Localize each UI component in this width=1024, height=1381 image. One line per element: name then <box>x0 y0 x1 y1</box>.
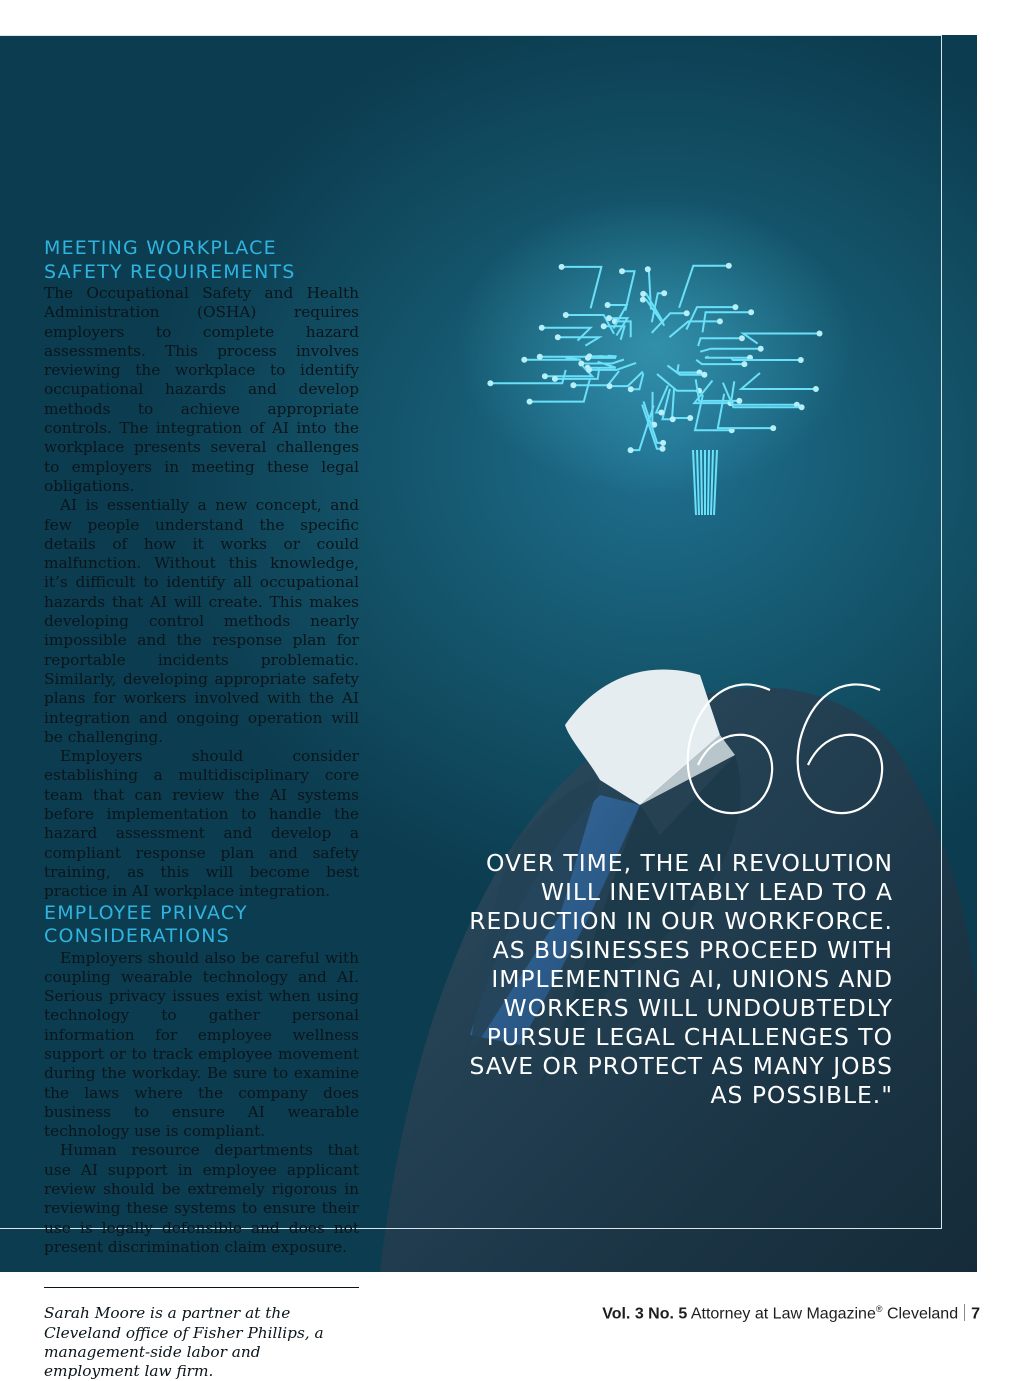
page-footer <box>602 1304 980 1323</box>
footer-separator <box>964 1304 965 1321</box>
paragraph: Human resource departments that use AI support in employee applicant review should be extremely rigorous in reviewing these systems to ensure their use is legally defensible and does not present discrimination claim exposure. <box>44 1141 359 1256</box>
divider <box>44 1287 359 1288</box>
paragraph: Employers should also be careful with coupling wearable technology and AI. Serious privacy issues exist when using technology to gather personal information for employee wellness support or to track employee movement during the workday. Be sure to examine the laws where the company does business to ensure AI wearable technology use is compliant. <box>44 948 359 1141</box>
section-heading-safety: MEETING WORKPLACE SAFETY REQUIREMENTS <box>44 237 296 283</box>
registered-mark: ® <box>875 1304 883 1314</box>
article-column <box>44 237 359 1381</box>
paragraph: Employers should consider establishing a multidisciplinary core team that can review the AI systems before implementation to handle the hazard assessment and develop a compliant response plan and safety training, as this will become best practice in AI workplace integration. <box>44 747 359 901</box>
page-number: 7 <box>971 1305 980 1323</box>
paragraph: AI is essentially a new concept, and few people understand the specific details of how it works or could malfunction. Without this knowledge, it’s difficult to identify all occupational hazards that AI will create. This makes developing control methods nearly impossible and the response plan for reportable incidents problematic. Similarly, developing appropriate safety plans for workers involved with the AI integration and ongoing operation will be challenging. <box>44 496 359 746</box>
pull-quote: OVER TIME, THE AI REVOLUTION WILL INEVITABLY LEAD TO A REDUCTION IN OUR WORKFORCE. AS BUSINESSES PROCEED WITH IMPLEMENTING AI, UNIONS AND WORKERS WILL UNDOUBTEDLY PURSUE LEGAL CHALLENGES TO SAVE OR PROTECT AS MANY JOBS AS POSSIBLE." <box>469 849 893 1109</box>
magazine-name: Attorney at Law Magazine <box>690 1305 876 1323</box>
section-heading-privacy: EMPLOYEE PRIVACY CONSIDERATIONS <box>44 901 248 947</box>
author-bio: Sarah Moore is a partner at the Cleveland office of Fisher Phillips, a management-side labor and employment law firm. <box>44 1304 324 1381</box>
edition-city: Cleveland <box>886 1305 959 1323</box>
paragraph: The Occupational Safety and Health Administration (OSHA) requires employers to complete hazard assessments. This process involves reviewing the workplace to identify occupational hazards and develop methods to achieve appropriate controls. The integration of AI into the workplace presents several challenges to employers in meeting these legal obligations. <box>44 284 359 495</box>
issue-volume: Vol. 3 No. 5 <box>602 1305 688 1323</box>
